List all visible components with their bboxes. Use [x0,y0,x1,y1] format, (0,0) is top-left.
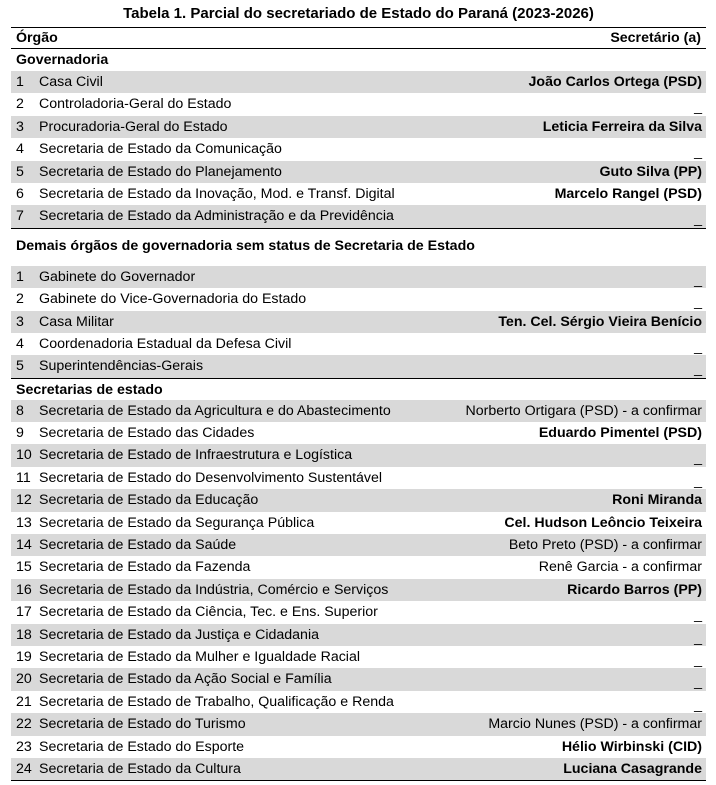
table-row [11,93,706,115]
row-secretary: _ [694,99,702,116]
row-organ: Casa Militar [39,313,114,330]
table-container [11,0,706,781]
section-heading: Secretarias de estado [11,378,706,400]
table-row [11,489,706,511]
row-secretary: Renê Garcia - a confirmar [538,559,702,576]
header-secretary: Secretário (a) [610,30,701,46]
section-heading: Governadoria [16,52,109,68]
table-row [11,556,706,578]
table-row [11,205,706,227]
table-row [11,400,706,422]
row-secretary: _ [694,472,702,489]
row-secretary: _ [694,361,702,378]
row-secretary: _ [694,338,702,355]
table-row [11,601,706,623]
table-body [11,49,706,780]
table-row [11,266,706,288]
row-number: 9 [16,425,24,442]
table-row [11,691,706,713]
row-number: 5 [16,163,24,180]
row-number: 6 [16,185,24,202]
row-number: 7 [16,208,24,225]
row-secretary: _ [694,607,702,624]
row-number: 1 [16,268,24,285]
table-header [11,27,706,49]
row-secretary: Cel. Hudson Leôncio Teixeira [504,514,702,531]
row-number: 18 [16,626,32,643]
row-secretary: _ [694,271,702,288]
table-row [11,512,706,534]
row-organ: Secretaria de Estado da Segurança Pública [39,514,315,531]
row-organ: Gabinete do Vice-Governadoria do Estado [39,291,307,308]
row-organ: Gabinete do Governador [39,268,196,285]
row-organ: Secretaria de Estado do Esporte [39,738,245,755]
row-organ: Secretaria de Estado da Inovação, Mod. e Transf. Digital [39,185,395,202]
row-secretary: _ [694,674,702,691]
row-number: 17 [16,604,32,621]
row-number: 23 [16,738,32,755]
table-row [11,646,706,668]
row-secretary: Roni Miranda [612,492,702,509]
row-secretary: _ [694,450,702,467]
row-organ: Superintendências-Gerais [39,358,204,375]
row-secretary: Leticia Ferreira da Silva [542,118,702,135]
table-row [11,116,706,138]
row-number: 2 [16,291,24,308]
row-secretary: _ [694,651,702,668]
table-row [11,311,706,333]
row-number: 15 [16,559,32,576]
row-number: 3 [16,118,24,135]
row-secretary: Eduardo Pimentel (PSD) [538,425,702,442]
row-number: 10 [16,447,32,464]
row-organ: Secretaria de Estado das Cidades [39,425,255,442]
row-number: 16 [16,581,32,598]
row-secretary: _ [694,696,702,713]
row-organ: Secretaria de Estado da Cultura [39,760,241,777]
row-secretary: Marcio Nunes (PSD) - a confirmar [488,716,702,733]
row-number: 21 [16,693,32,710]
row-secretary: Luciana Casagrande [563,760,702,777]
row-number: 3 [16,313,24,330]
table-bottom-rule [11,780,706,781]
row-organ: Secretaria de Estado da Comunicação [39,141,282,158]
row-organ: Secretaria de Estado da Fazenda [39,559,251,576]
row-organ: Secretaria de Estado de Infraestrutura e Logística [39,447,353,464]
row-secretary: Ten. Cel. Sérgio Vieira Benício [498,313,702,330]
table-row [11,288,706,310]
row-organ: Secretaria de Estado de Trabalho, Qualificação e Renda [39,693,394,710]
row-number: 2 [16,96,24,113]
row-organ: Procuradoria-Geral do Estado [39,118,228,135]
row-secretary: Beto Preto (PSD) - a confirmar [508,537,702,554]
row-number: 11 [16,469,31,486]
table-title: Tabela 1. Parcial do secretariado de Estado do Paraná (2023-2026) [123,5,594,22]
row-secretary: João Carlos Ortega (PSD) [528,74,702,90]
row-organ: Secretaria de Estado do Turismo [39,716,246,733]
row-organ: Secretaria de Estado da Educação [39,492,259,509]
table-row [11,138,706,160]
row-number: 13 [16,514,32,531]
row-organ: Secretaria de Estado da Saúde [39,537,237,554]
row-organ: Secretaria de Estado da Ação Social e Família [39,671,332,688]
row-organ: Secretaria de Estado da Mulher e Igualdade Racial [39,648,360,665]
row-number: 24 [16,760,32,777]
table-row [11,161,706,183]
row-number: 1 [16,74,24,90]
row-secretary: Ricardo Barros (PP) [567,581,702,598]
row-organ: Controladoria-Geral do Estado [39,96,232,113]
table-row [11,444,706,466]
table-row [11,71,706,93]
row-secretary: Guto Silva (PP) [599,163,702,180]
table-row [11,422,706,444]
row-organ: Secretaria de Estado da Ciência, Tec. e Ens. Superior [39,604,378,621]
row-organ: Secretaria de Estado da Justiça e Cidadania [39,626,319,643]
row-organ: Secretaria de Estado da Agricultura e do Abastecimento [39,402,391,419]
row-organ: Coordenadoria Estadual da Defesa Civil [39,335,292,352]
table-row [11,355,706,377]
table-row [11,467,706,489]
row-number: 4 [16,335,24,352]
table-row [11,579,706,601]
row-number: 19 [16,648,32,665]
table-row [11,713,706,735]
section-heading: Demais órgãos de governadoria sem status de Secretaria de Estado [11,228,706,266]
table-row [11,736,706,758]
row-number: 8 [16,402,24,419]
table-row [11,534,706,556]
row-organ: Casa Civil [39,74,103,90]
table-row [11,668,706,690]
row-number: 20 [16,671,32,688]
table-row [11,333,706,355]
row-number: 22 [16,716,32,733]
row-number: 14 [16,537,32,554]
table-row [11,183,706,205]
row-secretary: Marcelo Rangel (PSD) [554,185,702,202]
table-row [11,758,706,780]
row-organ: Secretaria de Estado da Administração e da Previdência [39,208,394,225]
table-row [11,624,706,646]
row-organ: Secretaria de Estado do Planejamento [39,163,282,180]
row-organ: Secretaria de Estado do Desenvolvimento Sustentável [39,469,383,486]
row-secretary: _ [694,294,702,311]
header-org: Órgão [16,30,58,46]
row-secretary: _ [694,629,702,646]
row-organ: Secretaria de Estado da Indústria, Comércio e Serviços [39,581,389,598]
row-secretary: Hélio Wirbinski (CID) [561,738,702,755]
row-secretary: Norberto Ortigara (PSD) - a confirmar [465,402,702,419]
row-secretary: _ [694,144,702,161]
row-number: 4 [16,141,24,158]
row-secretary: _ [694,211,702,228]
row-number: 12 [16,492,32,509]
row-number: 5 [16,358,24,375]
